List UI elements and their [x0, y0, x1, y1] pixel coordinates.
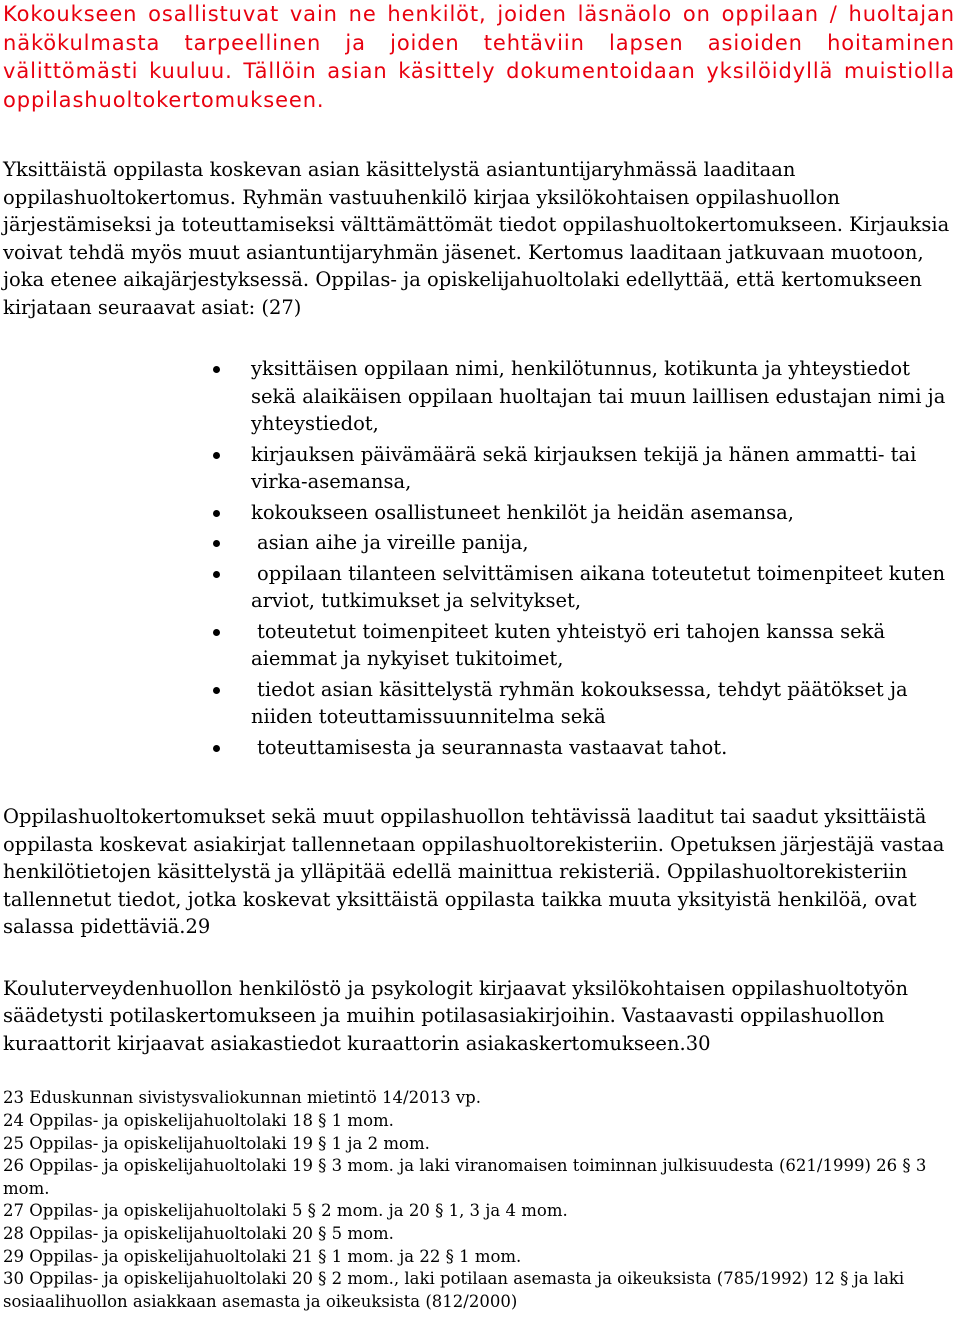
list-item-text: tiedot asian käsittelystä ryhmän kokouksessa, tehdyt päätökset ja niiden toteuttamissuunnitelma sekä [251, 677, 908, 729]
red-paragraph: Kokoukseen osallistuvat vain ne henkilöt, joiden läsnäolo on oppilaan / huoltajan näkökulmasta tarpeellinen ja joiden tehtäviin lapsen asioiden hoitaminen välittömästi kuuluu. Tällöin asian käsittely dokumentoidaan yksilöidyllä muistiolla oppilashuoltokertomukseen. [3, 2, 955, 112]
list-item-text: oppilaan tilanteen selvittämisen aikana toteutetut toimenpiteet kuten arviot, tutkimukset ja selvitykset, [251, 561, 946, 613]
bullet-icon [213, 629, 220, 636]
footnote: 30 Oppilas- ja opiskelijahuoltolaki 20 § 2 mom., laki potilaan asemasta ja oikeuksista (785/1992) 12 § ja laki sosiaalihuollon asiakkaan asemasta ja oikeuksista (812/2000) [3, 1269, 905, 1311]
list-item [251, 499, 955, 527]
footnotes [3, 1087, 955, 1313]
list-item [251, 441, 955, 496]
list-item [251, 618, 955, 673]
health-care-paragraph: Kouluterveydenhuollon henkilöstö ja psykologit kirjaavat yksilökohtaisen oppilashuoltotyön säädetysti potilaskertomukseen ja muihin potilasasiakirjoihin. Vastaavasti oppilashuollon kuraattorit kirjaavat asiakastiedot kuraattorin asiakaskertomukseen.30 [3, 976, 909, 1055]
footnote: 23 Eduskunnan sivistysvaliokunnan mietintö 14/2013 vp. [3, 1088, 481, 1108]
footnote: 26 Oppilas- ja opiskelijahuoltolaki 19 § 3 mom. ja laki viranomaisen toiminnan julkisuudesta (621/1999) 26 § 3 mom. [3, 1156, 927, 1198]
list-item-text: yksittäisen oppilaan nimi, henkilötunnus, kotikunta ja yhteystiedot sekä alaikäisen oppilaan huoltajan tai muun laillisen edustajan nimi ja yhteystiedot, [251, 357, 946, 436]
list-item-text: asian aihe ja vireille panija, [257, 531, 529, 555]
bullet-icon [213, 571, 220, 578]
bullet-icon [213, 745, 220, 752]
list-item [251, 676, 955, 731]
list-item-text: kirjauksen päivämäärä sekä kirjauksen tekijä ja hänen ammatti- tai virka-asemansa, [251, 442, 917, 494]
bullet-icon [213, 687, 220, 694]
footnote: 24 Oppilas- ja opiskelijahuoltolaki 18 § 1 mom. [3, 1110, 394, 1130]
bullet-icon [213, 366, 220, 373]
records-paragraph: Oppilashuoltokertomukset sekä muut oppilashuollon tehtävissä laaditut tai saadut yksittäistä oppilasta koskevat asiakirjat tallennetaan oppilashuoltorekisteriin. Opetuksen järjestäjä vastaa henkilötietojen käsittelystä ja ylläpitää edellä mainittua rekisteriä. Oppilashuoltorekisteriin tallennetut tiedot, jotka koskevat yksittäistä oppilasta taikka muuta yksityistä henkilöä, ovat salassa pidettäviä.29 [3, 805, 945, 939]
bullet-icon [213, 540, 220, 547]
list-item [251, 355, 955, 438]
intro-paragraph: Yksittäistä oppilasta koskevan asian käsittelystä asiantuntijaryhmässä laaditaan oppilashuoltokertomus. Ryhmän vastuuhenkilö kirjaa yksilökohtaisen oppilashuollon järjestämiseksi ja toteuttamiseksi välttämättömät tiedot oppilashuoltokertomukseen. Kirjauksia voivat tehdä myös muut asiantuntijaryhmän jäsenet. Kertomus laaditaan jatkuvaan muotoon, joka etenee aikajärjestyksessä. Oppilas- ja opiskelijahuoltolaki edellyttää, että kertomukseen kirjataan seuraavat asiat: (27) [3, 158, 950, 319]
footnote: 25 Oppilas- ja opiskelijahuoltolaki 19 § 1 ja 2 mom. [3, 1133, 430, 1153]
list-item-text: kokoukseen osallistuneet henkilöt ja heidän asemansa, [251, 500, 794, 524]
list-item-text: toteutetut toimenpiteet kuten yhteistyö eri tahojen kanssa sekä aiemmat ja nykyiset tukitoimet, [251, 619, 886, 671]
footnote: 29 Oppilas- ja opiskelijahuoltolaki 21 § 1 mom. ja 22 § 1 mom. [3, 1246, 522, 1266]
list-item-text: toteuttamisesta ja seurannasta vastaavat tahot. [257, 735, 728, 759]
bullet-icon [213, 510, 220, 517]
list-item [251, 529, 955, 557]
document-page [3, 0, 955, 1313]
requirements-list [3, 355, 955, 761]
footnote: 28 Oppilas- ja opiskelijahuoltolaki 20 § 5 mom. [3, 1223, 394, 1243]
footnote: 27 Oppilas- ja opiskelijahuoltolaki 5 § 2 mom. ja 20 § 1, 3 ja 4 mom. [3, 1201, 568, 1221]
bullet-icon [213, 452, 220, 459]
list-item [251, 734, 955, 762]
list-item [251, 560, 955, 615]
